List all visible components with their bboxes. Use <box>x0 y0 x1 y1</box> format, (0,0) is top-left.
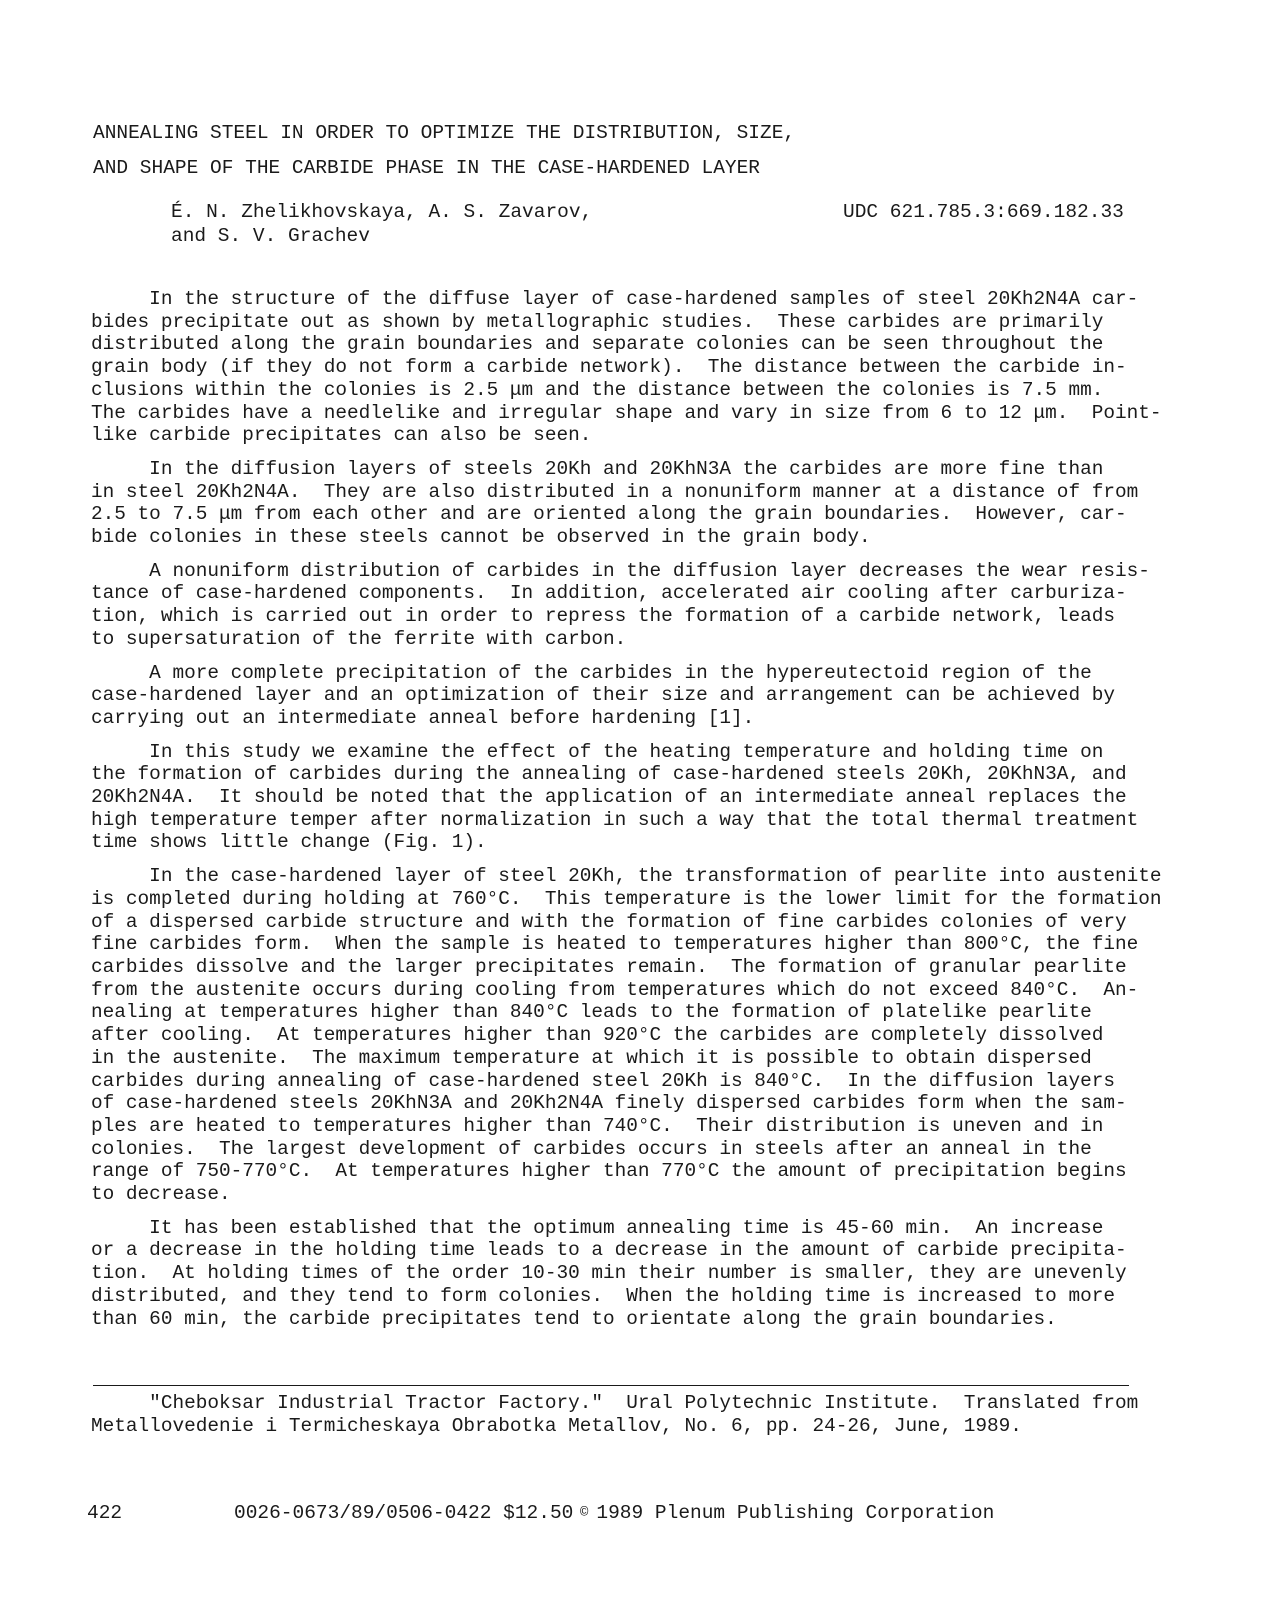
body-paragraph-5: In this study we examine the effect of the heating temperature and holding time on the formation of carbides during the annealing of case-hardened steels 20Kh, 20KhN3A, and 20Kh2N4A. It should be noted that the application of an intermediate anneal replaces the high temperature temper after normalization in such a way that the total thermal treatment time shows little change (Fig. 1). <box>91 740 1139 854</box>
footnote-divider <box>93 1385 1129 1386</box>
authors-line-1: É. N. Zhelikhovskaya, A. S. Zavarov, <box>171 201 593 223</box>
publication-code: 0026-0673/89/0506-0422 $12.50 <box>234 1502 574 1524</box>
article-title-line-2: AND SHAPE OF THE CARBIDE PHASE IN THE CASE-HARDENED LAYER <box>93 157 761 179</box>
body-paragraph-7: It has been established that the optimum annealing time is 45-60 min. An increase or a decrease in the holding time leads to a decrease in the amount of carbide precipita- tion. At holding times of the order 10-30 min their number is smaller, they are unevenly distributed, and they tend to form colonies. When the holding time is increased to more than 60 min, the carbide precipitates tend to orientate along the grain boundaries. <box>91 1216 1127 1330</box>
article-title-line-1: ANNEALING STEEL IN ORDER TO OPTIMIZE THE DISTRIBUTION, SIZE, <box>93 122 796 144</box>
authors-line-2: and S. V. Grachev <box>171 225 370 247</box>
body-paragraph-6: In the case-hardened layer of steel 20Kh, the transformation of pearlite into austenite is completed during holding at 760°C. This temperature is the lower limit for the formation of a dispersed carbide structure and with the formation of fine carbides colonies of very fine carbides form. When the sample is heated to temperatures higher than 800°C, the fine carbides dissolve and the larger precipitates remain. The formation of granular pearlite from the austenite occurs during cooling from temperatures which do not exceed 840°C. An- nealing at temperatures higher than 840°C leads to the formation of platelike pearlite after cooling. At temperatures higher than 920°C the carbides are completely dissolved in the austenite. The maximum temperature at which it is possible to obtain dispersed carbides during annealing of case-hardened steel 20Kh is 840°C. In the diffusion layers of case-hardened steels 20KhN3A and 20Kh2N4A finely dispersed carbides form when the sam- ples are heated to temperatures higher than 740°C. Their distribution is uneven and in colonies. The largest development of carbides occurs in steels after an anneal in the range of 750-770°C. At temperatures higher than 770°C the amount of precipitation begins to decrease. <box>91 865 1162 1206</box>
udc-classification: UDC 621.785.3:669.182.33 <box>843 201 1124 223</box>
body-paragraph-2: In the diffusion layers of steels 20Kh and 20KhN3A the carbides are more fine than in steel 20Kh2N4A. They are also distributed in a nonuniform manner at a distance of from 2.5 to 7.5 μm from each other and are oriented along the grain boundaries. However, car- bide colonies in these steels cannot be observed in the grain body. <box>91 457 1139 549</box>
body-paragraph-4: A more complete precipitation of the carbides in the hypereutectoid region of the case-hardened layer and an optimization of their size and arrangement can be achieved by carrying out an intermediate anneal before hardening [1]. <box>91 661 1115 729</box>
copyright-notice <box>580 1501 994 1525</box>
copyright-icon: © <box>580 1505 589 1521</box>
page-number: 422 <box>87 1502 123 1524</box>
footnote: "Cheboksar Industrial Tractor Factory." Ural Polytechnic Institute. Translated from Metallovedenie i Termicheskaya Obrabotka Metallov, No. 6, pp. 24-26, June, 1989. <box>91 1392 1139 1437</box>
copyright-text: 1989 Plenum Publishing Corporation <box>596 1502 995 1524</box>
body-paragraph-1: In the structure of the diffuse layer of case-hardened samples of steel 20Kh2N4A car- bides precipitate out as shown by metallographic studies. These carbides are primarily distributed along the grain boundaries and separate colonies can be seen throughout the grain body (if they do not form a carbide network). The distance between the carbide in- clusions within the colonies is 2.5 μm and the distance between the colonies is 7.5 mm. The carbides have a needlelike and irregular shape and vary in size from 6 to 12 μm. Point- like carbide precipitates can also be seen. <box>91 288 1162 447</box>
article-title <box>93 116 1143 186</box>
author-list <box>171 200 592 248</box>
body-paragraph-3: A nonuniform distribution of carbides in the diffusion layer decreases the wear resis- tance of case-hardened components. In addition, accelerated air cooling after carburiza- tion, which is carried out in order to repress the formation of a carbide network, leads to supersaturation of the ferrite with carbon. <box>91 559 1150 650</box>
article-body <box>91 288 1162 1341</box>
